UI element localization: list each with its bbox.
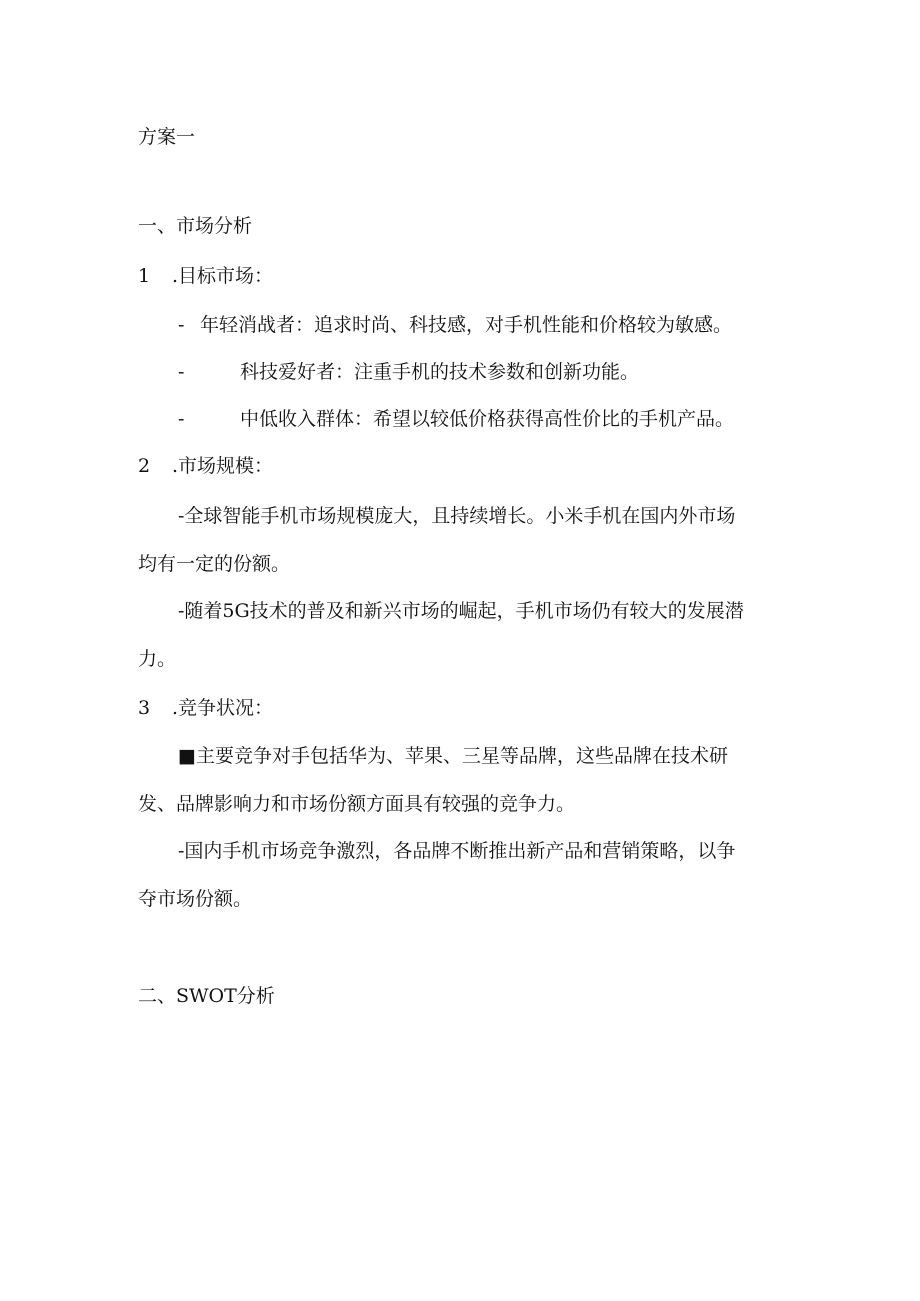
paragraph-line: -国内手机市场竞争激烈，各品牌不断推出新产品和营销策略，以争 [178, 840, 736, 862]
paragraph-line: -全球智能手机市场规模庞大，且持续增长。小米手机在国内外市场 [178, 505, 736, 527]
list-item [178, 314, 732, 337]
list-item-text: 年轻消战者：追求时尚、科技感，对手机性能和价格较为敏感。 [200, 314, 733, 336]
subheading-competition [138, 697, 273, 720]
section-heading-swot: 二、SWOT分析 [138, 985, 275, 1007]
list-item [178, 408, 734, 431]
subheading-number: 1 [138, 265, 151, 287]
paragraph-line: 夺市场份额。 [138, 888, 253, 910]
subheading-market-size [138, 455, 273, 478]
list-item-text: 科技爱好者：注重手机的技术参数和创新功能。 [240, 361, 640, 383]
list-dash: - [178, 314, 185, 336]
subheading-label: .市场规模： [172, 455, 274, 477]
paragraph-line: -随着5G技术的普及和新兴市场的崛起，手机市场仍有较大的发展潜 [178, 600, 744, 622]
paragraph-line: 发、品牌影响力和市场份额方面具有较强的竞争力。 [138, 793, 576, 815]
subheading-target-market [138, 265, 273, 288]
section-heading-market-analysis: 一、市场分析 [138, 215, 253, 237]
paragraph-line: 力。 [138, 648, 177, 670]
list-item [178, 361, 639, 384]
subheading-number: 3 [138, 697, 151, 719]
paragraph-line: 均有一定的份额。 [138, 553, 291, 575]
document-title: 方案一 [138, 126, 196, 148]
list-item-text: 中低收入群体：希望以较低价格获得高性价比的手机产品。 [240, 408, 735, 430]
list-dash: - [178, 408, 185, 430]
subheading-label: .竞争状况： [172, 697, 274, 719]
subheading-number: 2 [138, 455, 151, 477]
paragraph-line: ■主要竞争对手包括华为、苹果、三星等品牌，这些品牌在技术研 [178, 745, 728, 767]
list-dash: - [178, 361, 185, 383]
subheading-label: .目标市场： [172, 265, 274, 287]
